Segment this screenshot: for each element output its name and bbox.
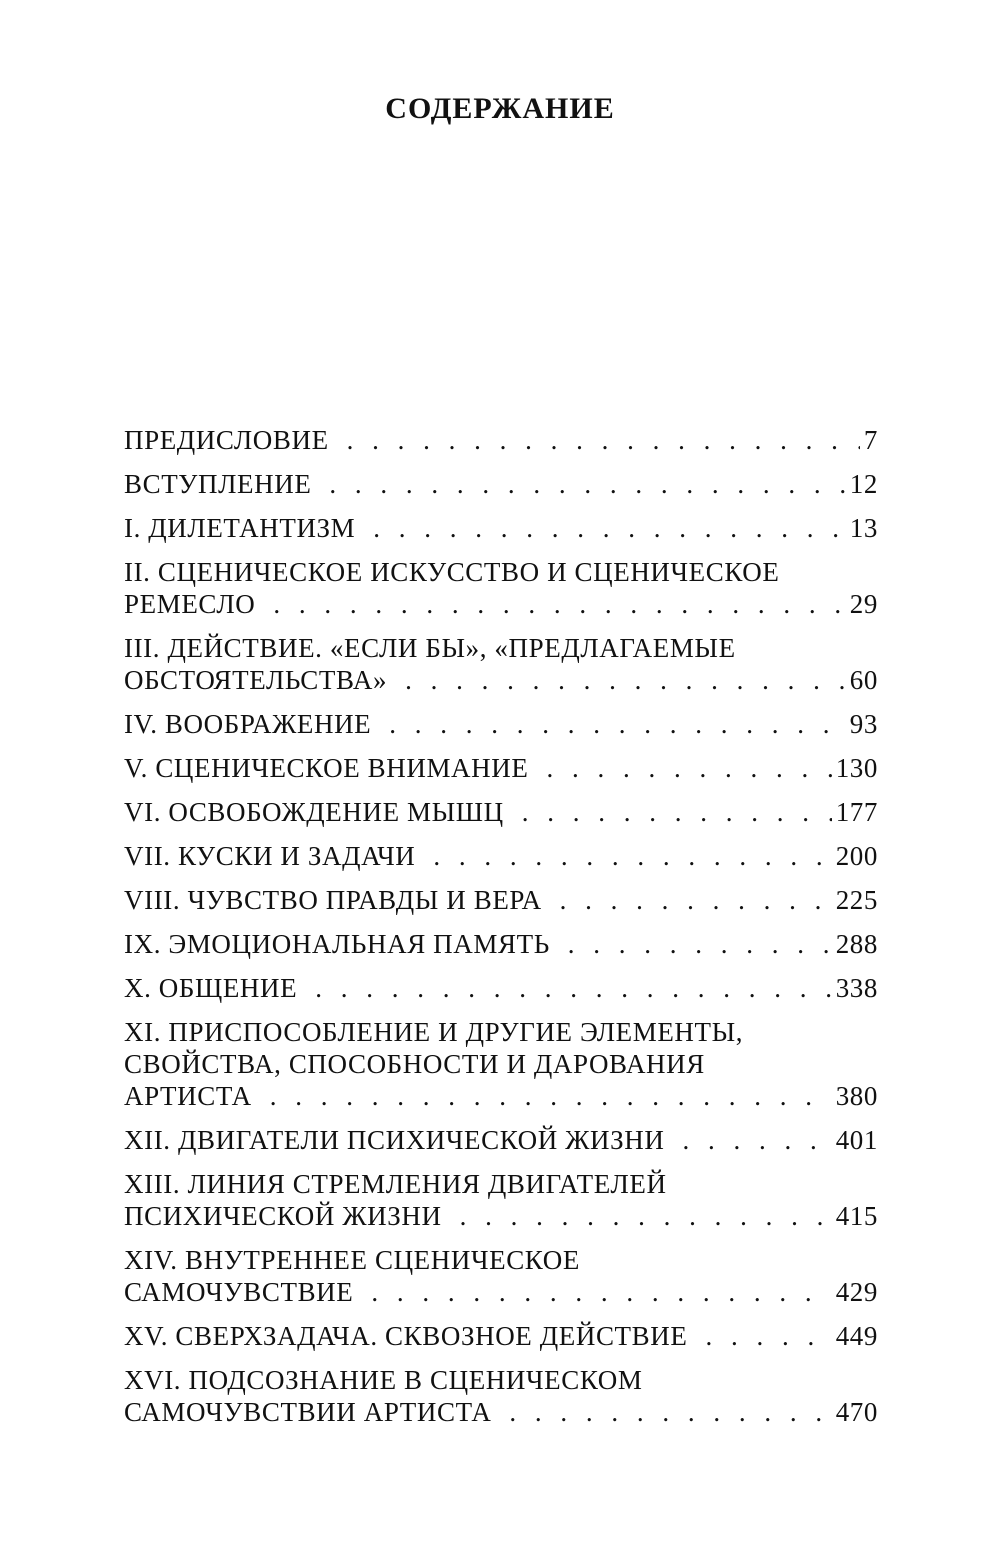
- toc-entry[interactable]: [124, 1016, 878, 1112]
- toc-entry-title: IX. ЭМОЦИОНАЛЬНАЯ ПАМЯТЬ: [124, 929, 550, 959]
- dot-leader: [433, 840, 831, 872]
- dot-leader: [371, 1276, 831, 1308]
- toc-page-number: 401: [835, 1125, 878, 1155]
- toc-page-number: 12: [849, 469, 878, 499]
- toc-entry-title: VII. КУСКИ И ЗАДАЧИ: [124, 841, 416, 871]
- toc-entry-title: IV. ВООБРАЖЕНИЕ: [124, 709, 372, 739]
- toc-entry-title: ПСИХИЧЕСКОЙ ЖИЗНИ: [124, 1201, 442, 1231]
- toc-entry[interactable]: [124, 972, 878, 1004]
- toc-entry[interactable]: [124, 556, 878, 620]
- toc-page-number: 429: [835, 1277, 878, 1307]
- dot-leader: [270, 1080, 832, 1112]
- toc-entry[interactable]: [124, 752, 878, 784]
- toc-entry[interactable]: [124, 884, 878, 916]
- toc-entry-title: ПРЕДИСЛОВИЕ: [124, 425, 329, 455]
- toc-page-number: 470: [835, 1397, 878, 1427]
- toc-entry[interactable]: [124, 512, 878, 544]
- toc-page-number: 177: [835, 797, 878, 827]
- dot-leader: [705, 1320, 831, 1352]
- toc-entry-title: XVI. ПОДСОЗНАНИЕ В СЦЕНИЧЕСКОМ: [124, 1365, 643, 1395]
- toc-entry[interactable]: [124, 840, 878, 872]
- toc-entry-title: V. СЦЕНИЧЕСКОЕ ВНИМАНИЕ: [124, 753, 529, 783]
- toc-entry-title: СВОЙСТВА, СПОСОБНОСТИ И ДАРОВАНИЯ: [124, 1049, 705, 1079]
- toc-page-number: 288: [835, 929, 878, 959]
- dot-leader: [546, 752, 831, 784]
- dot-leader: [329, 468, 845, 500]
- toc-page-number: 13: [849, 513, 878, 543]
- toc-entry[interactable]: [124, 1124, 878, 1156]
- toc-page-number: 225: [835, 885, 878, 915]
- toc-entry-title: X. ОБЩЕНИЕ: [124, 973, 298, 1003]
- toc-entry-title: VIII. ЧУВСТВО ПРАВДЫ И ВЕРА: [124, 885, 542, 915]
- toc-page-number: 29: [849, 589, 878, 619]
- toc-page-number: 7: [863, 425, 878, 455]
- toc-page-number: 200: [835, 841, 878, 871]
- toc-entry[interactable]: [124, 1320, 878, 1352]
- dot-leader: [682, 1124, 831, 1156]
- toc-entry-title: ВСТУПЛЕНИЕ: [124, 469, 312, 499]
- dot-leader: [389, 708, 846, 740]
- toc-entry-title: XIV. ВНУТРЕННЕЕ СЦЕНИЧЕСКОЕ: [124, 1245, 580, 1275]
- toc-page-number: 93: [849, 709, 878, 739]
- page-title: СОДЕРЖАНИЕ: [385, 92, 615, 125]
- toc-entry-title: II. СЦЕНИЧЕСКОЕ ИСКУССТВО И СЦЕНИЧЕСКОЕ: [124, 557, 780, 587]
- toc-page-number: 130: [835, 753, 878, 783]
- toc-page-number: 60: [849, 665, 878, 695]
- dot-leader: [373, 512, 846, 544]
- toc-page-number: 449: [835, 1321, 878, 1351]
- dot-leader: [568, 928, 832, 960]
- dot-leader: [509, 1396, 831, 1428]
- toc-entry[interactable]: [124, 796, 878, 828]
- toc-entry-title: САМОЧУВСТВИИ АРТИСТА: [124, 1397, 492, 1427]
- toc-entry[interactable]: [124, 632, 878, 696]
- dot-leader: [560, 884, 832, 916]
- dot-leader: [347, 424, 860, 456]
- toc-entry-title: I. ДИЛЕТАНТИЗМ: [124, 513, 356, 543]
- toc-entry[interactable]: [124, 928, 878, 960]
- toc-entry-title: XII. ДВИГАТЕЛИ ПСИХИЧЕСКОЙ ЖИЗНИ: [124, 1125, 665, 1155]
- toc-entry-title: VI. ОСВОБОЖДЕНИЕ МЫШЦ: [124, 797, 504, 827]
- toc-entry[interactable]: [124, 708, 878, 740]
- toc-entry-title: САМОЧУВСТВИЕ: [124, 1277, 354, 1307]
- toc-entry[interactable]: [124, 1168, 878, 1232]
- dot-leader: [273, 588, 845, 620]
- toc-entry-title: ОБСТОЯТЕЛЬСТВА»: [124, 665, 388, 695]
- table-of-contents: [124, 424, 878, 1440]
- dot-leader: [405, 664, 846, 696]
- toc-entry[interactable]: [124, 1364, 878, 1428]
- toc-page-number: 415: [835, 1201, 878, 1231]
- toc-entry-title: РЕМЕСЛО: [124, 589, 256, 619]
- toc-entry-title: XIII. ЛИНИЯ СТРЕМЛЕНИЯ ДВИГАТЕЛЕЙ: [124, 1169, 667, 1199]
- dot-leader: [522, 796, 832, 828]
- toc-entry-title: XV. СВЕРХЗАДАЧА. СКВОЗНОЕ ДЕЙСТВИЕ: [124, 1321, 688, 1351]
- toc-entry[interactable]: [124, 1244, 878, 1308]
- toc-entry-title: III. ДЕЙСТВИЕ. «ЕСЛИ БЫ», «ПРЕДЛАГАЕМЫЕ: [124, 633, 736, 663]
- toc-entry[interactable]: [124, 424, 878, 456]
- dot-leader: [460, 1200, 832, 1232]
- toc-page-number: 338: [835, 973, 878, 1003]
- dot-leader: [315, 972, 831, 1004]
- toc-entry[interactable]: [124, 468, 878, 500]
- toc-page-number: 380: [835, 1081, 878, 1111]
- toc-entry-title: XI. ПРИСПОСОБЛЕНИЕ И ДРУГИЕ ЭЛЕМЕНТЫ,: [124, 1017, 744, 1047]
- toc-entry-title: АРТИСТА: [124, 1081, 252, 1111]
